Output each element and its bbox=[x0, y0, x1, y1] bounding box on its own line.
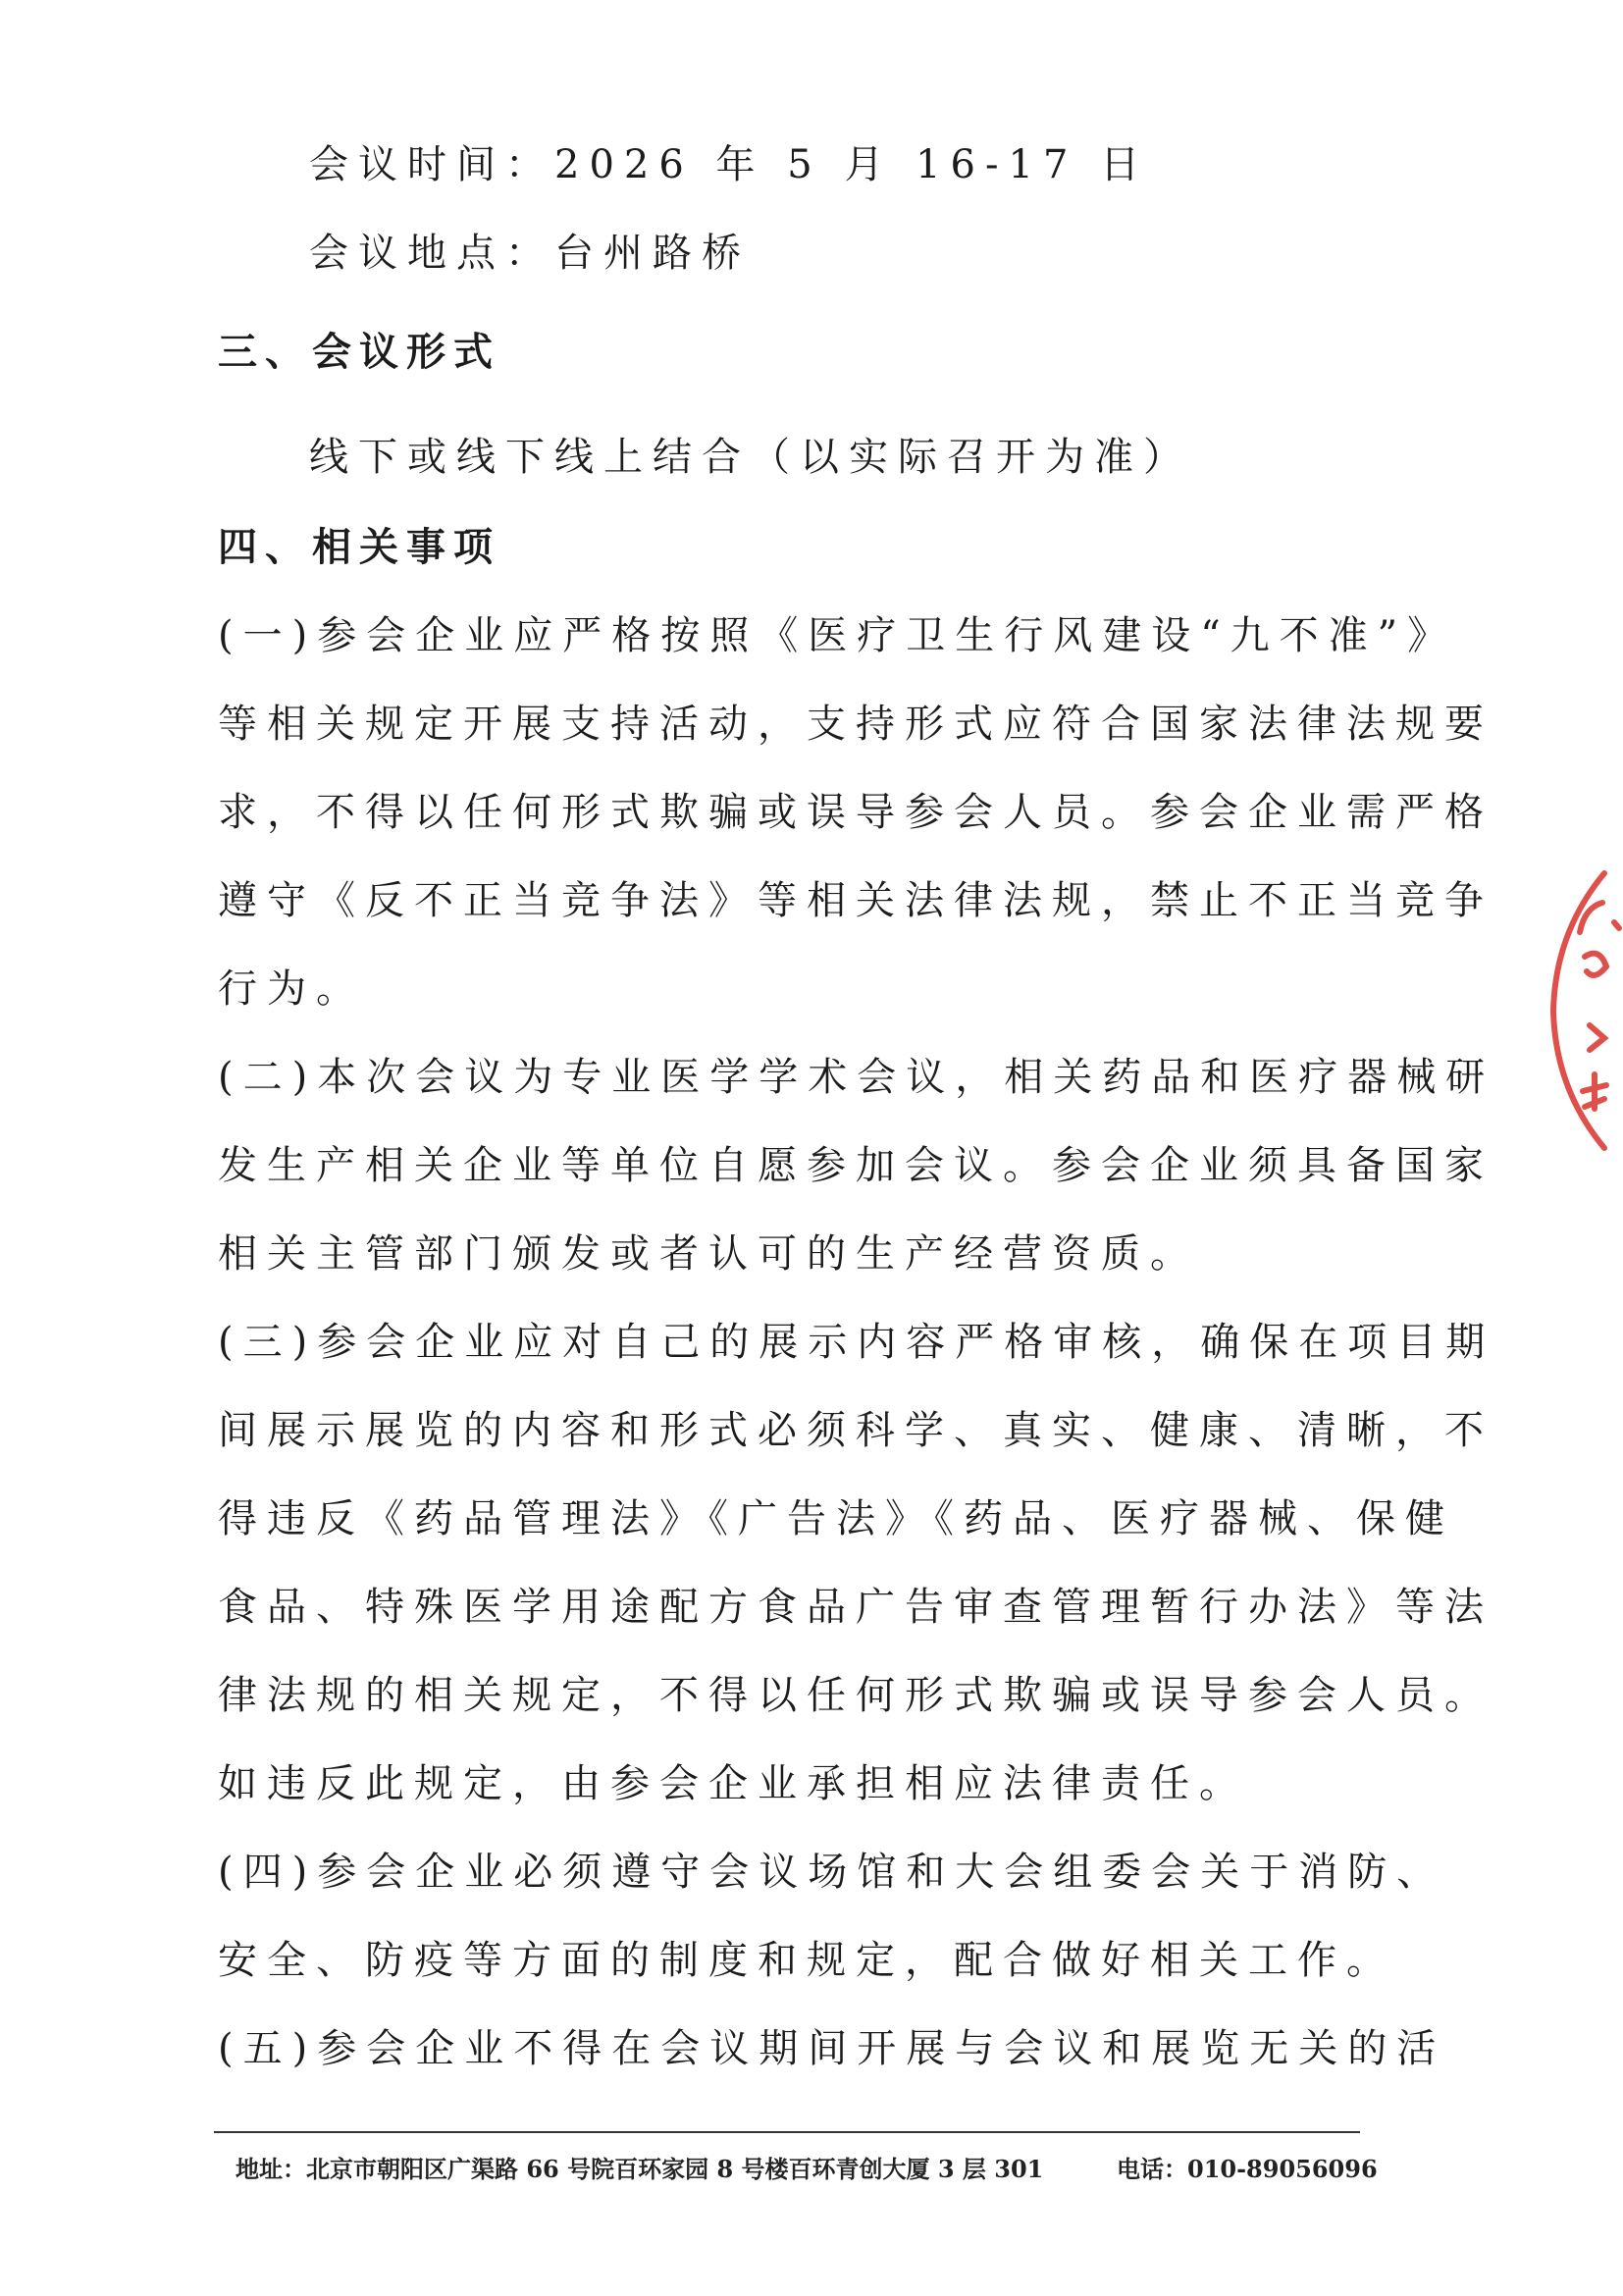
footer-divider bbox=[214, 2131, 1360, 2133]
format-text: 线下或线下线上结合（以实际召开为准） bbox=[309, 435, 1192, 480]
paragraph-line: 得违反《药品管理法》《广告法》《药品、医疗器械、保健 bbox=[218, 1496, 1454, 1541]
paragraph-line: 食品、特殊医学用途配方食品广告审查管理暂行办法》等法 bbox=[218, 1585, 1493, 1630]
paragraph-line: 间展示展览的内容和形式必须科学、真实、健康、清晰，不 bbox=[218, 1408, 1493, 1453]
paragraph-line: 相关主管部门颁发或者认可的生产经营资质。 bbox=[218, 1231, 1199, 1277]
paragraph-line: 等相关规定开展支持活动，支持形式应符合国家法律法规要 bbox=[218, 702, 1493, 747]
footer-phone: 电话：010-89056096 bbox=[1117, 2155, 1378, 2183]
paragraph-line: 如违反此规定，由参会企业承担相应法律责任。 bbox=[218, 1761, 1248, 1806]
seal-stamp-icon bbox=[1545, 863, 1623, 1158]
meeting-place: 会议地点：台州路桥 bbox=[309, 231, 751, 276]
paragraph-line: (四)参会企业必须遵守会议场馆和大会组委会关于消防、 bbox=[218, 1850, 1446, 1895]
section-heading-matters: 四、相关事项 bbox=[218, 525, 500, 570]
paragraph-line: (五)参会企业不得在会议期间开展与会议和展览无关的活 bbox=[218, 2026, 1446, 2071]
paragraph-line: 发生产相关企业等单位自愿参加会议。参会企业须具备国家 bbox=[218, 1143, 1493, 1188]
paragraph-line: 行为。 bbox=[218, 966, 365, 1012]
paragraph-line: 求，不得以任何形式欺骗或误导参会人员。参会企业需严格 bbox=[218, 790, 1493, 835]
paragraph-line: (一)参会企业应严格按照《医疗卫生行风建设“九不准”》 bbox=[218, 613, 1457, 658]
footer-address: 地址：北京市朝阳区广渠路 66 号院百环家园 8 号楼百环青创大厦 3 层 301 bbox=[236, 2155, 1044, 2183]
paragraph-line: 律法规的相关规定，不得以任何形式欺骗或误导参会人员。 bbox=[218, 1673, 1493, 1718]
paragraph-line: 安全、防疫等方面的制度和规定，配合做好相关工作。 bbox=[218, 1938, 1395, 1983]
paragraph-line: (三)参会企业应对自己的展示内容严格审核，确保在项目期 bbox=[218, 1320, 1495, 1365]
paragraph-line: (二)本次会议为专业医学学术会议，相关药品和医疗器械研 bbox=[218, 1055, 1495, 1100]
paragraph-line: 遵守《反不正当竞争法》等相关法律法规，禁止不正当竞争 bbox=[218, 878, 1493, 923]
section-heading-format: 三、会议形式 bbox=[218, 330, 500, 375]
meeting-time: 会议时间：2026 年 5 月 16-17 日 bbox=[309, 142, 1150, 187]
